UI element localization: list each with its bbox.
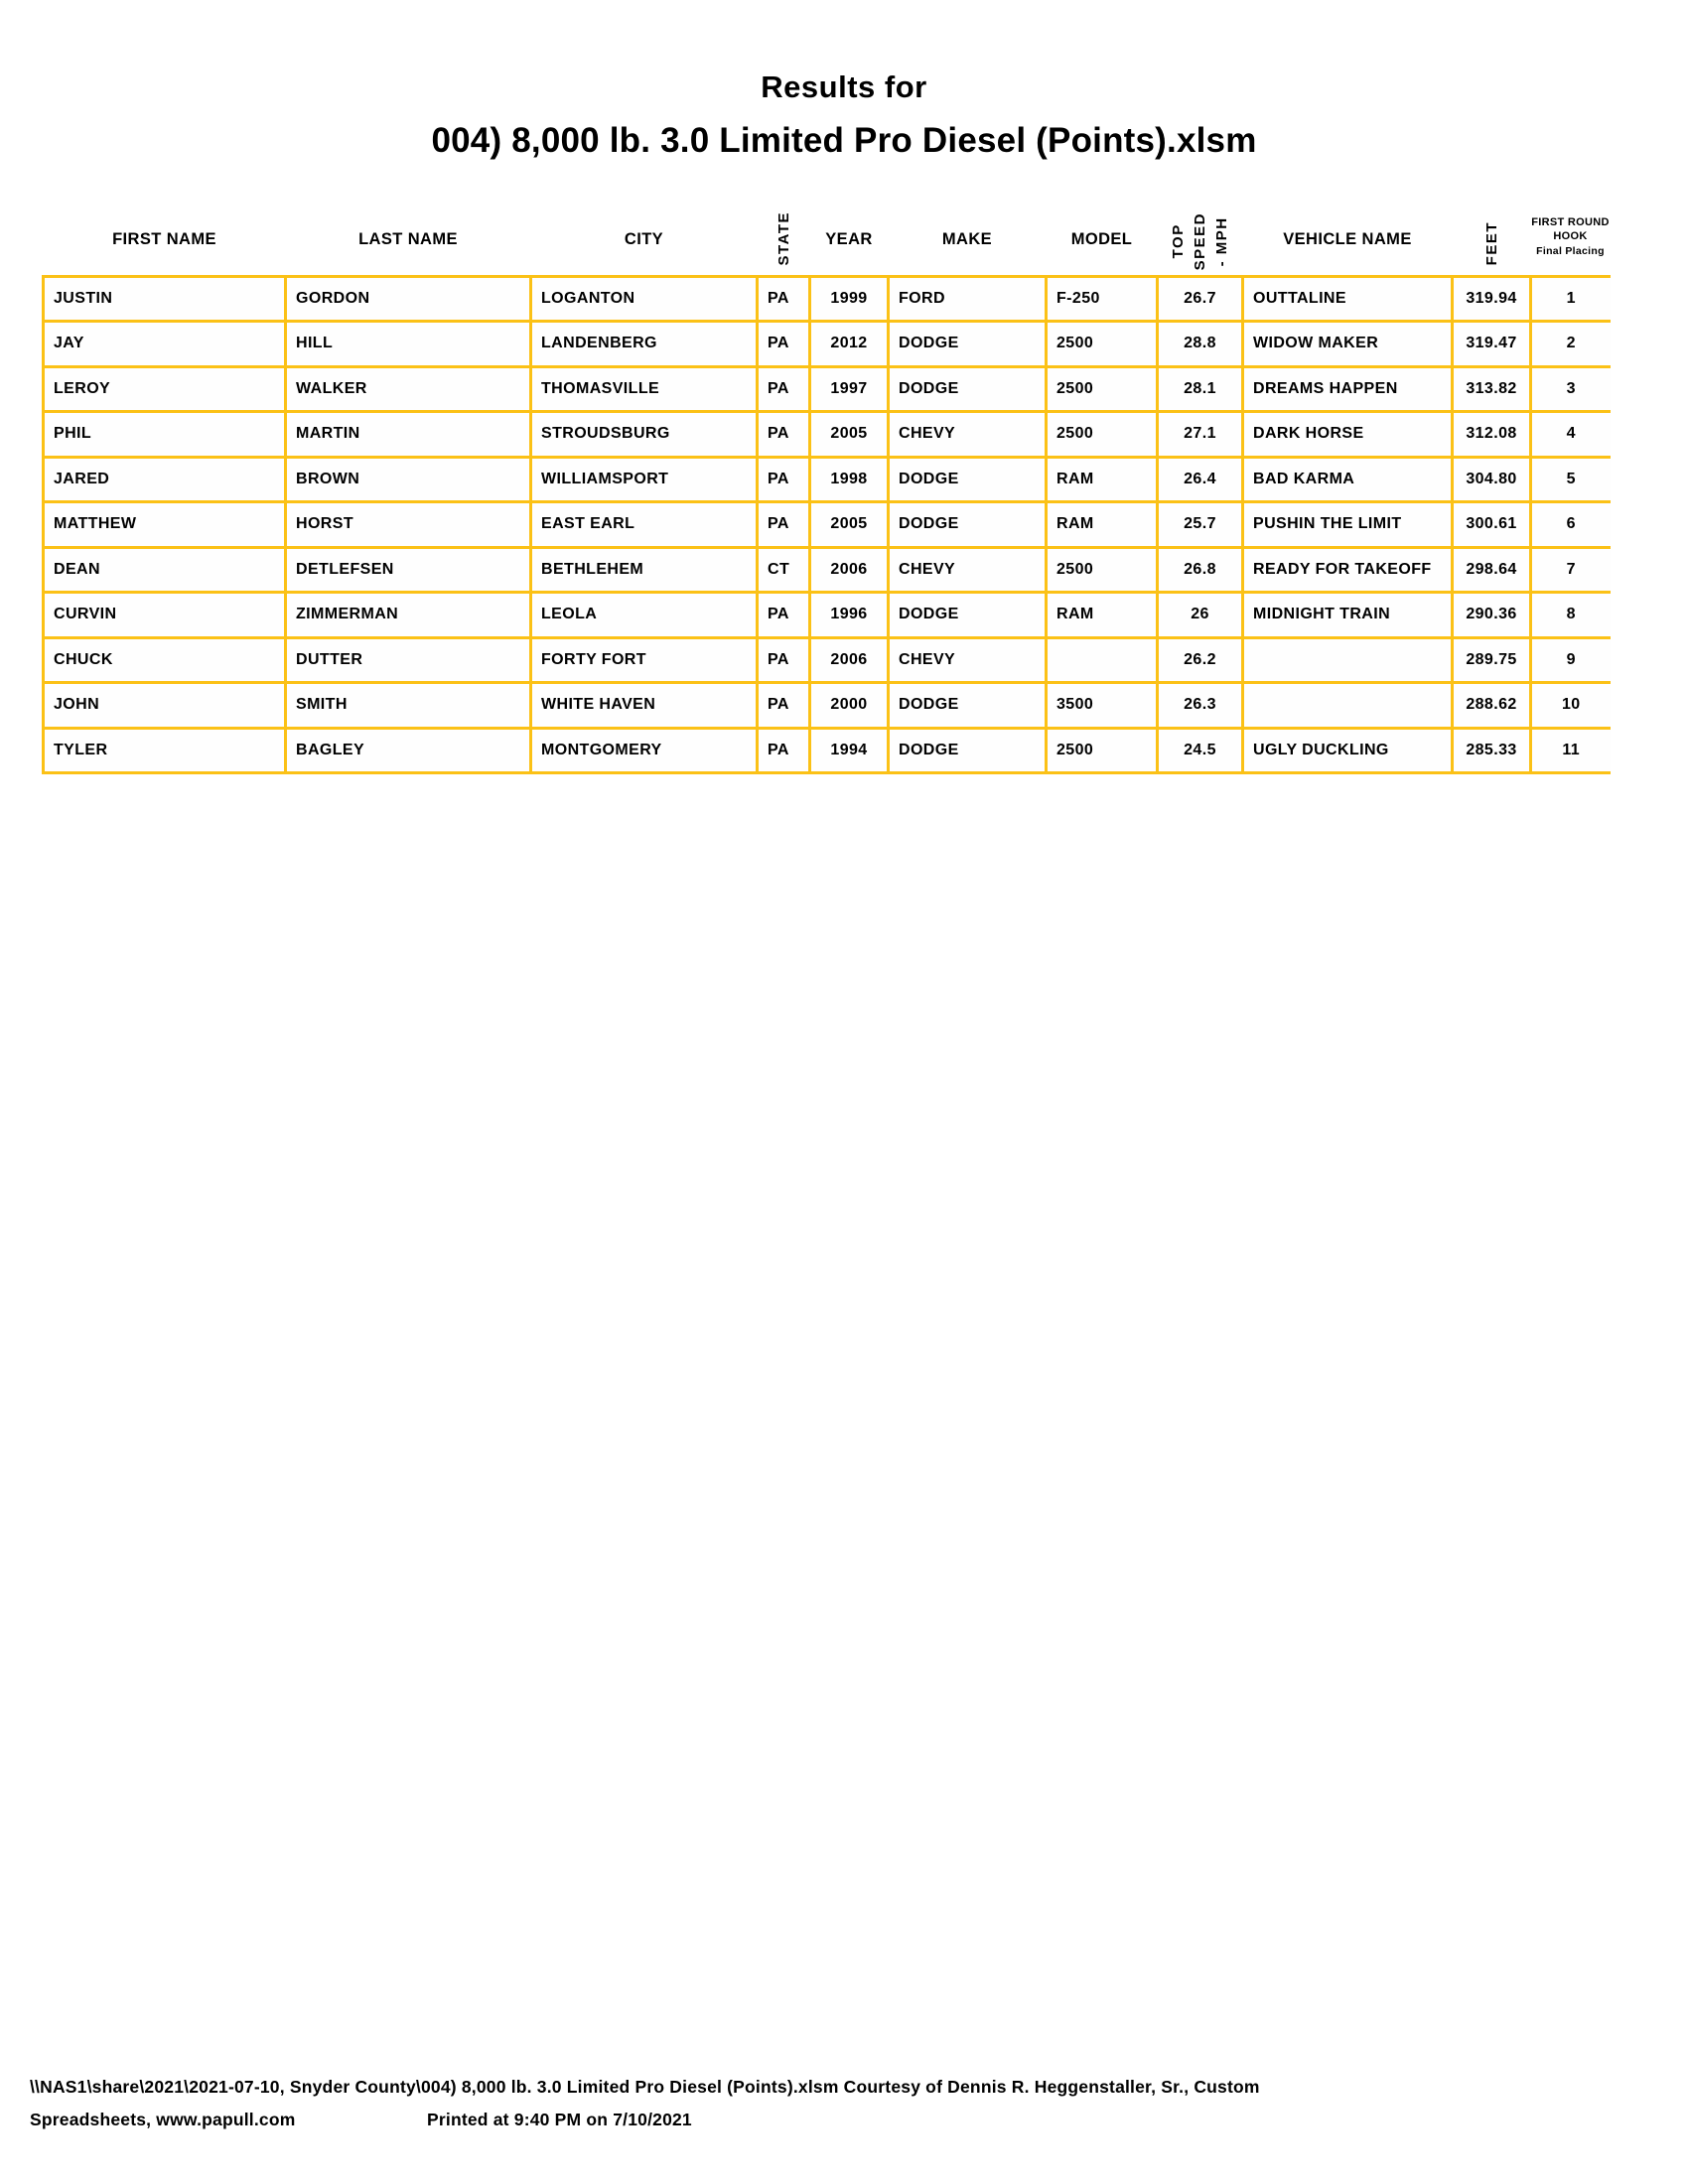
cell-state: PA xyxy=(758,728,810,773)
cell-state: PA xyxy=(758,593,810,638)
cell-year: 1999 xyxy=(810,276,889,322)
cell-vehicle-name: PUSHIN THE LIMIT xyxy=(1243,502,1453,548)
cell-feet: 289.75 xyxy=(1453,637,1531,683)
cell-state: PA xyxy=(758,276,810,322)
cell-year: 2005 xyxy=(810,502,889,548)
cell-last-name: SMITH xyxy=(286,683,531,729)
cell-vehicle-name: MIDNIGHT TRAIN xyxy=(1243,593,1453,638)
footer-printed-timestamp: Printed at 9:40 PM on 7/10/2021 xyxy=(427,2110,692,2129)
cell-make: DODGE xyxy=(889,366,1047,412)
page-footer xyxy=(30,2071,1658,2136)
cell-model: RAM xyxy=(1047,457,1158,502)
cell-feet: 298.64 xyxy=(1453,547,1531,593)
results-table-body xyxy=(44,276,1611,773)
cell-last-name: DETLEFSEN xyxy=(286,547,531,593)
column-header-first-name: FIRST NAME xyxy=(112,229,216,248)
cell-feet: 285.33 xyxy=(1453,728,1531,773)
cell-last-name: HORST xyxy=(286,502,531,548)
cell-placing: 3 xyxy=(1531,366,1611,412)
column-header-first-round-hook: FIRST ROUND HOOK Final Placing xyxy=(1531,215,1610,258)
cell-top-speed: 25.7 xyxy=(1158,502,1243,548)
footer-file-path: \\NAS1\share\2021\2021-07-10, Snyder County\004) 8,000 lb. 3.0 Limited Pro Diesel (Points).xlsm Courtesy of Dennis R. Heggenstaller, Sr., Custom xyxy=(30,2077,1260,2097)
cell-vehicle-name: UGLY DUCKLING xyxy=(1243,728,1453,773)
table-row xyxy=(44,728,1611,773)
cell-state: PA xyxy=(758,502,810,548)
cell-vehicle-name: DREAMS HAPPEN xyxy=(1243,366,1453,412)
cell-first-name: DEAN xyxy=(44,547,286,593)
table-row xyxy=(44,637,1611,683)
column-header-feet: FEET xyxy=(1482,221,1500,266)
cell-top-speed: 28.8 xyxy=(1158,322,1243,367)
table-row xyxy=(44,593,1611,638)
cell-top-speed: 26 xyxy=(1158,593,1243,638)
cell-year: 2005 xyxy=(810,412,889,458)
cell-year: 1997 xyxy=(810,366,889,412)
cell-city: WILLIAMSPORT xyxy=(531,457,758,502)
cell-feet: 300.61 xyxy=(1453,502,1531,548)
cell-state: PA xyxy=(758,366,810,412)
cell-make: CHEVY xyxy=(889,547,1047,593)
cell-first-name: JOHN xyxy=(44,683,286,729)
column-header-top-speed-mph: TOP SPEED - MPH xyxy=(1170,212,1230,271)
cell-last-name: GORDON xyxy=(286,276,531,322)
cell-year: 2000 xyxy=(810,683,889,729)
cell-placing: 4 xyxy=(1531,412,1611,458)
cell-city: WHITE HAVEN xyxy=(531,683,758,729)
cell-feet: 319.94 xyxy=(1453,276,1531,322)
cell-model: 2500 xyxy=(1047,412,1158,458)
cell-top-speed: 28.1 xyxy=(1158,366,1243,412)
cell-last-name: DUTTER xyxy=(286,637,531,683)
cell-state: PA xyxy=(758,637,810,683)
table-row xyxy=(44,412,1611,458)
cell-city: LOGANTON xyxy=(531,276,758,322)
column-header-last-name: LAST NAME xyxy=(358,229,458,248)
cell-top-speed: 26.8 xyxy=(1158,547,1243,593)
cell-state: CT xyxy=(758,547,810,593)
cell-year: 1994 xyxy=(810,728,889,773)
cell-make: FORD xyxy=(889,276,1047,322)
column-header-year: YEAR xyxy=(825,229,873,248)
cell-top-speed: 24.5 xyxy=(1158,728,1243,773)
column-header-model: MODEL xyxy=(1070,229,1133,248)
column-header-make: MAKE xyxy=(941,229,993,248)
cell-model: 2500 xyxy=(1047,547,1158,593)
cell-placing: 2 xyxy=(1531,322,1611,367)
table-row xyxy=(44,457,1611,502)
cell-city: MONTGOMERY xyxy=(531,728,758,773)
cell-state: PA xyxy=(758,322,810,367)
cell-placing: 9 xyxy=(1531,637,1611,683)
cell-placing: 10 xyxy=(1531,683,1611,729)
cell-top-speed: 26.2 xyxy=(1158,637,1243,683)
cell-last-name: BAGLEY xyxy=(286,728,531,773)
cell-last-name: MARTIN xyxy=(286,412,531,458)
cell-state: PA xyxy=(758,457,810,502)
column-header-state: STATE xyxy=(774,211,792,266)
cell-make: DODGE xyxy=(889,322,1047,367)
table-row xyxy=(44,683,1611,729)
cell-top-speed: 26.4 xyxy=(1158,457,1243,502)
cell-state: PA xyxy=(758,683,810,729)
column-header-vehicle-name: VEHICLE NAME xyxy=(1283,229,1412,248)
cell-model: RAM xyxy=(1047,593,1158,638)
cell-make: CHEVY xyxy=(889,412,1047,458)
results-table xyxy=(42,189,1611,774)
cell-model: 2500 xyxy=(1047,366,1158,412)
cell-year: 1996 xyxy=(810,593,889,638)
cell-first-name: CHUCK xyxy=(44,637,286,683)
cell-city: LANDENBERG xyxy=(531,322,758,367)
cell-year: 2012 xyxy=(810,322,889,367)
file-title: 004) 8,000 lb. 3.0 Limited Pro Diesel (Points).xlsm xyxy=(431,121,1257,160)
cell-last-name: BROWN xyxy=(286,457,531,502)
cell-last-name: ZIMMERMAN xyxy=(286,593,531,638)
cell-placing: 8 xyxy=(1531,593,1611,638)
cell-model: F-250 xyxy=(1047,276,1158,322)
cell-model: 3500 xyxy=(1047,683,1158,729)
cell-feet: 319.47 xyxy=(1453,322,1531,367)
footer-print-info xyxy=(30,2104,1658,2136)
cell-model: 2500 xyxy=(1047,322,1158,367)
cell-vehicle-name: OUTTALINE xyxy=(1243,276,1453,322)
cell-first-name: LEROY xyxy=(44,366,286,412)
cell-first-name: JUSTIN xyxy=(44,276,286,322)
cell-vehicle-name xyxy=(1243,683,1453,729)
cell-city: LEOLA xyxy=(531,593,758,638)
cell-first-name: MATTHEW xyxy=(44,502,286,548)
cell-first-name: JARED xyxy=(44,457,286,502)
cell-vehicle-name: READY FOR TAKEOFF xyxy=(1243,547,1453,593)
cell-city: EAST EARL xyxy=(531,502,758,548)
cell-feet: 304.80 xyxy=(1453,457,1531,502)
cell-vehicle-name: DARK HORSE xyxy=(1243,412,1453,458)
cell-make: DODGE xyxy=(889,683,1047,729)
cell-city: STROUDSBURG xyxy=(531,412,758,458)
cell-placing: 11 xyxy=(1531,728,1611,773)
table-row xyxy=(44,547,1611,593)
cell-state: PA xyxy=(758,412,810,458)
cell-city: FORTY FORT xyxy=(531,637,758,683)
cell-model: 2500 xyxy=(1047,728,1158,773)
cell-model: RAM xyxy=(1047,502,1158,548)
table-row xyxy=(44,502,1611,548)
page-title: Results for xyxy=(761,69,927,104)
cell-feet: 288.62 xyxy=(1453,683,1531,729)
header-row xyxy=(44,189,1611,276)
cell-year: 1998 xyxy=(810,457,889,502)
cell-make: DODGE xyxy=(889,502,1047,548)
table-row xyxy=(44,366,1611,412)
cell-first-name: JAY xyxy=(44,322,286,367)
table-row xyxy=(44,322,1611,367)
cell-make: CHEVY xyxy=(889,637,1047,683)
cell-model xyxy=(1047,637,1158,683)
cell-top-speed: 27.1 xyxy=(1158,412,1243,458)
footer-website: Spreadsheets, www.papull.com xyxy=(30,2110,296,2129)
cell-placing: 1 xyxy=(1531,276,1611,322)
cell-last-name: WALKER xyxy=(286,366,531,412)
cell-first-name: CURVIN xyxy=(44,593,286,638)
cell-placing: 5 xyxy=(1531,457,1611,502)
cell-make: DODGE xyxy=(889,593,1047,638)
cell-city: BETHLEHEM xyxy=(531,547,758,593)
cell-make: DODGE xyxy=(889,728,1047,773)
cell-vehicle-name: BAD KARMA xyxy=(1243,457,1453,502)
cell-feet: 290.36 xyxy=(1453,593,1531,638)
cell-year: 2006 xyxy=(810,637,889,683)
cell-year: 2006 xyxy=(810,547,889,593)
cell-city: THOMASVILLE xyxy=(531,366,758,412)
cell-top-speed: 26.3 xyxy=(1158,683,1243,729)
table-row xyxy=(44,276,1611,322)
cell-last-name: HILL xyxy=(286,322,531,367)
cell-placing: 6 xyxy=(1531,502,1611,548)
cell-vehicle-name xyxy=(1243,637,1453,683)
cell-placing: 7 xyxy=(1531,547,1611,593)
column-header-city: CITY xyxy=(624,229,664,248)
cell-vehicle-name: WIDOW MAKER xyxy=(1243,322,1453,367)
cell-top-speed: 26.7 xyxy=(1158,276,1243,322)
cell-feet: 312.08 xyxy=(1453,412,1531,458)
cell-make: DODGE xyxy=(889,457,1047,502)
cell-first-name: TYLER xyxy=(44,728,286,773)
cell-feet: 313.82 xyxy=(1453,366,1531,412)
cell-first-name: PHIL xyxy=(44,412,286,458)
results-table-header xyxy=(44,189,1611,276)
